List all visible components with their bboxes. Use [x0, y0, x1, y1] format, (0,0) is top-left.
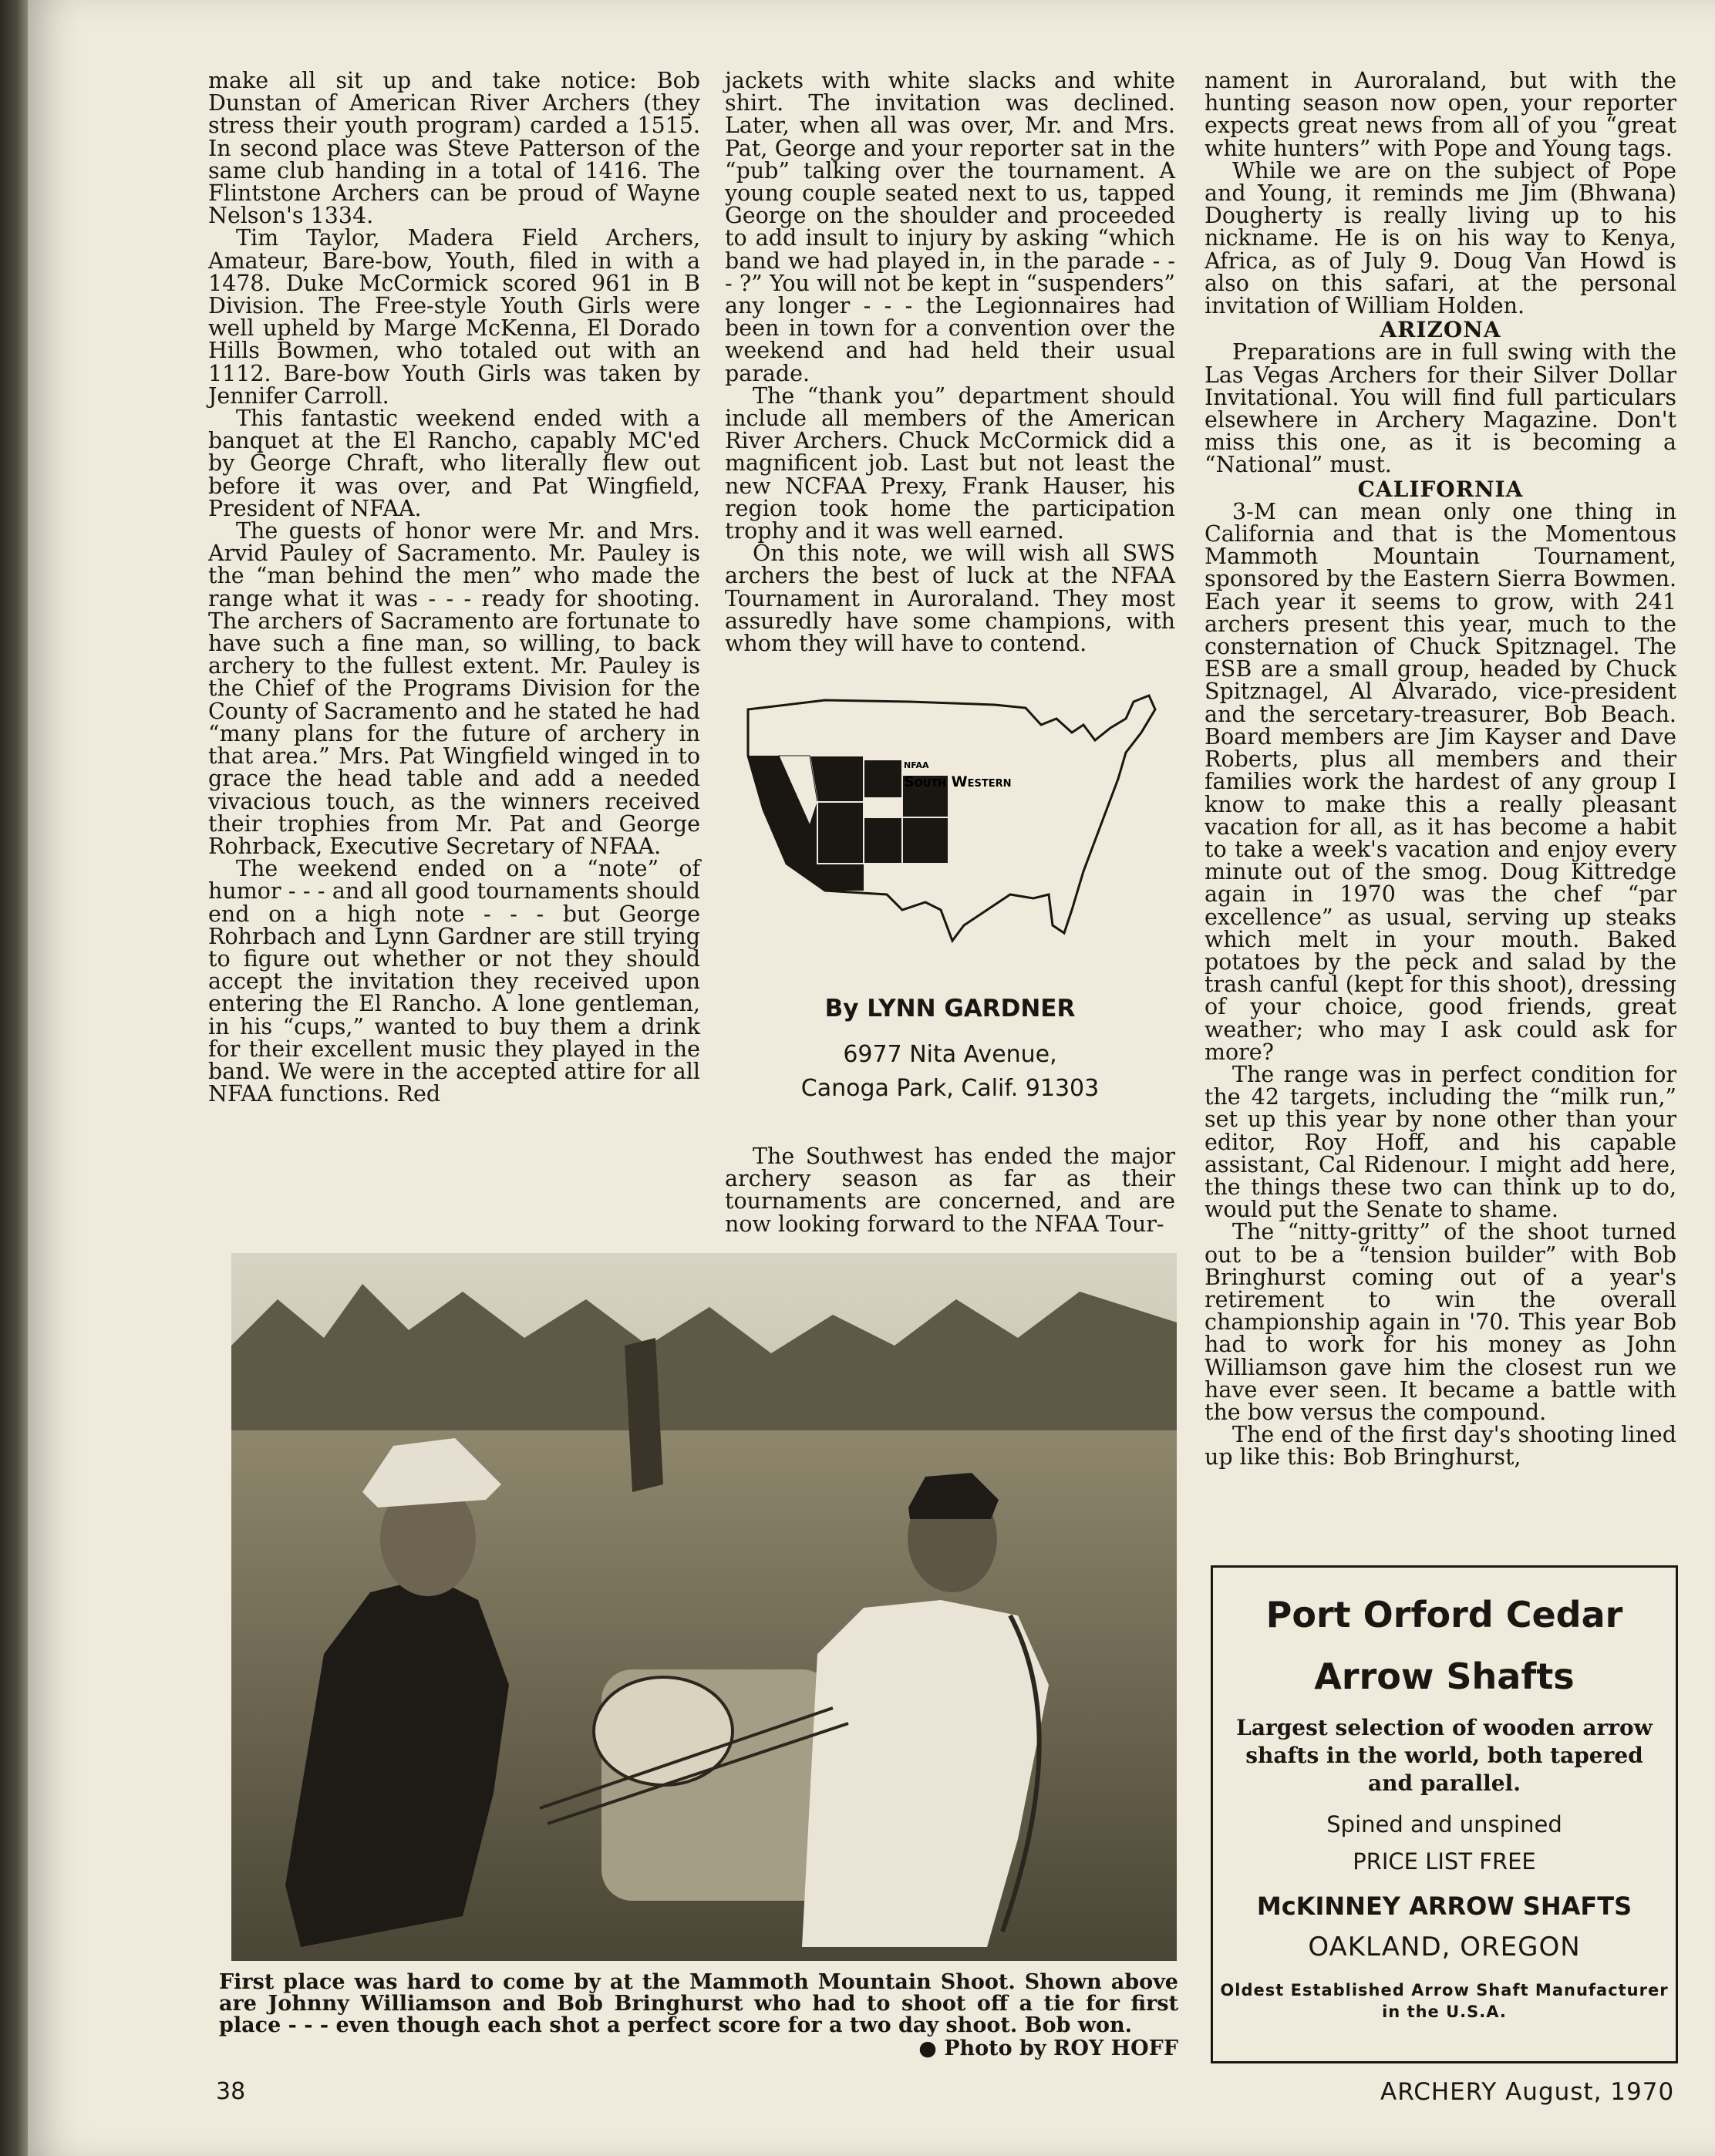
byline [725, 995, 1175, 1106]
column-2-lower [725, 1145, 1175, 1235]
advertisement [1211, 1565, 1678, 2063]
map-region-label: South Western [904, 773, 1012, 790]
photo-image [231, 1253, 1177, 1961]
author-address-2: Canoga Park, Calif. 91303 [800, 1075, 1100, 1102]
ad-description: Largest selection of wooden arrow shafts in the world, both tapered and parallel. [1236, 1715, 1653, 1796]
section-heading-california: CALIFORNIA [1357, 476, 1524, 502]
us-region-map [733, 679, 1172, 964]
ad-title-1: Port Orford Cedar [1265, 1594, 1623, 1636]
paragraph: Tim Taylor, Madera Field Archers, Amateur, Bare-bow, Youth, filed in with a 1478. Duke McCormick scored 961 in B Division. The Free-style Youth Girls were well upheld by Marge McKenna, El Dorado Hills Bowmen, who totaled out with an 1112. Bare-bow Youth Girls was taken by Jennifer Carroll. [208, 225, 700, 409]
ad-price: PRICE LIST FREE [1353, 1848, 1536, 1875]
ad-company: McKINNEY ARROW SHAFTS [1256, 1892, 1632, 1921]
ad-location: OAKLAND, OREGON [1308, 1932, 1581, 1962]
paragraph: The Southwest has ended the major archery season as far as their tournaments are concerned, and are now looking forward to the NFAA Tour- [725, 1144, 1175, 1237]
column-3 [1205, 69, 1676, 1469]
paragraph: The “thank you” department should include all members of the American River Archers. Chuck McCormick did a magnificent job. Last but not least the new NCFAA Prexy, Frank Hauser, his region took home the participation trophy and it was well earned. [725, 382, 1175, 544]
column-2 [725, 69, 1175, 655]
ad-footer: Oldest Established Arrow Shaft Manufacturer in the U.S.A. [1220, 1981, 1669, 2021]
paragraph: The end of the first day's shooting lined up like this: Bob Bringhurst, [1205, 1422, 1676, 1470]
author-name: By LYNN GARDNER [824, 995, 1076, 1022]
paragraph: While we are on the subject of Pope and Young, it reminds me Jim (Bhwana) Dougherty is really living up to his nickname. He is on his way to Kenya, Africa, as of July 9. Doug Van Howd is also on this safari, at the personal invitation of William Holden. [1205, 157, 1676, 319]
us-map-icon [733, 679, 1172, 964]
paragraph: The guests of honor were Mr. and Mrs. Arvid Pauley of Sacramento. Mr. Pauley is the “man behind the men” who made the range what it was - - - ready for shooting. The archers of Sacramento are fortunate to have such a fine man, so willing, to back archery to the fullest extent. Mr. Pauley is the Chief of the Programs Division for the County of Sacramento and he stated he had “many plans for the future of archery in that area.” Mrs. Pat Wingfield winged in to grace the head table and add a needed vivacious touch, as the winners received their trophies from Mr. Pat and George Rohrback, Executive Secretary of NFAA. [208, 518, 700, 859]
paragraph: Preparations are in full swing with the Las Vegas Archers for their Silver Dollar Invitational. You will find full particulars elsewhere in Archery Magazine. Don't miss this one, as it is becoming a “National” must. [1205, 339, 1676, 478]
page-number: 38 [216, 2078, 246, 2105]
column-1 [208, 69, 700, 1105]
magazine-footer: ARCHERY August, 1970 [1380, 2078, 1675, 2106]
photo-caption: First place was hard to come by at the Mammoth Mountain Shoot. Shown above are Johnny Williamson and Bob Bringhurst who had to shoot off a tie for first place - - - even though each shot a perfect score for a two day shoot. Bob won. [219, 1970, 1178, 2037]
archers-photo [231, 1253, 1177, 1961]
ad-title-2: Arrow Shafts [1314, 1656, 1575, 1697]
paragraph: This fantastic weekend ended with a banquet at the El Rancho, capably MC'ed by George Chraft, who literally flew out before it was over, and Pat Wingfield, President of NFAA. [208, 406, 700, 521]
binding-edge [0, 0, 28, 2156]
author-address-1: 6977 Nita Avenue, [843, 1041, 1057, 1068]
map-small-label: NFAA [904, 760, 929, 770]
paragraph: jackets with white slacks and white shirt. The invitation was declined. Later, when all was over, Mr. and Mrs. Pat, George and your reporter sat in the “pub” talking over the tournament. A young couple seated next to us, tapped George on the shoulder and proceeded to add insult to injury by asking “which band we had played in, in the parade - - - ?” You will not be kept in “suspenders” any longer - - - the Legionnaires had been in town for a convention over the weekend and had held their usual parade. [725, 68, 1175, 386]
paragraph: The range was in perfect condition for the 42 targets, including the “milk run,” set up this year by none other than your editor, Roy Hoff, and his capable assistant, Cal Ridenour. I might add here, the things these two can think up to do, would put the Senate to shame. [1205, 1061, 1676, 1223]
paragraph: make all sit up and take notice: Bob Dunstan of American River Archers (they stress their youth program) carded a 1515. In second place was Steve Patterson of the same club handing in a total of 1416. The Flintstone Archers can be proud of Wayne Nelson's 1334. [208, 68, 700, 229]
section-heading-arizona: ARIZONA [1380, 317, 1501, 343]
photo-credit: ● Photo by ROY HOFF [918, 2036, 1178, 2060]
ad-spined: Spined and unspined [1326, 1811, 1562, 1838]
paragraph: nament in Auroraland, but with the hunting season now open, your reporter expects great news from all of you “great white hunters” with Pope and Young tags. [1205, 68, 1676, 161]
paragraph: On this note, we will wish all SWS archers the best of luck at the NFAA Tournament in Auroraland. They most assuredly have some champions, with whom they will have to contend. [725, 541, 1175, 657]
paragraph: The “nitty-gritty” of the shoot turned out to be a “tension builder” with Bob Bringhurst coming out of a year's retirement to win the overall championship again in '70. This year Bob had to work for his money as John Williamson gave him the closest run we have ever seen. It became a battle with the bow versus the compound. [1205, 1219, 1676, 1425]
paragraph: 3-M can mean only one thing in California and that is the Momentous Mammoth Mountain Tournament, sponsored by the Eastern Sierra Bowmen. Each year it seems to grow, with 241 archers present this year, much to the consternation of Chuck Spitznagel. The ESB are a small group, headed by Chuck Spitznagel, Al Alvarado, vice-president and the sercetary-treasurer, Bob Beach. Board members are Jim Kayser and Dave Roberts, plus all members and their families work the hardest of any group I know to make this a really pleasant vacation for all, as it has become a habit to take a week's vacation and enjoy every minute out of the smog. Doug Kittredge again in 1970 was the chef “par excellence” as usual, serving up steaks which melt in your mouth. Baked potatoes by the peck and salad by the trash canful (kept for this shoot), dressing of your choice, good friends, great weather; who may I ask could ask for more? [1205, 498, 1676, 1065]
paragraph: The weekend ended on a “note” of humor - - - and all good tournaments should end on a high note - - - but George Rohrbach and Lynn Gardner are still trying to figure out whether or not they should accept the invitation they received upon entering the El Rancho. A lone gentleman, in his “cups,” wanted to buy them a drink for their excellent music they played in the band. We were in the accepted attire for all NFAA functions. Red [208, 856, 700, 1107]
